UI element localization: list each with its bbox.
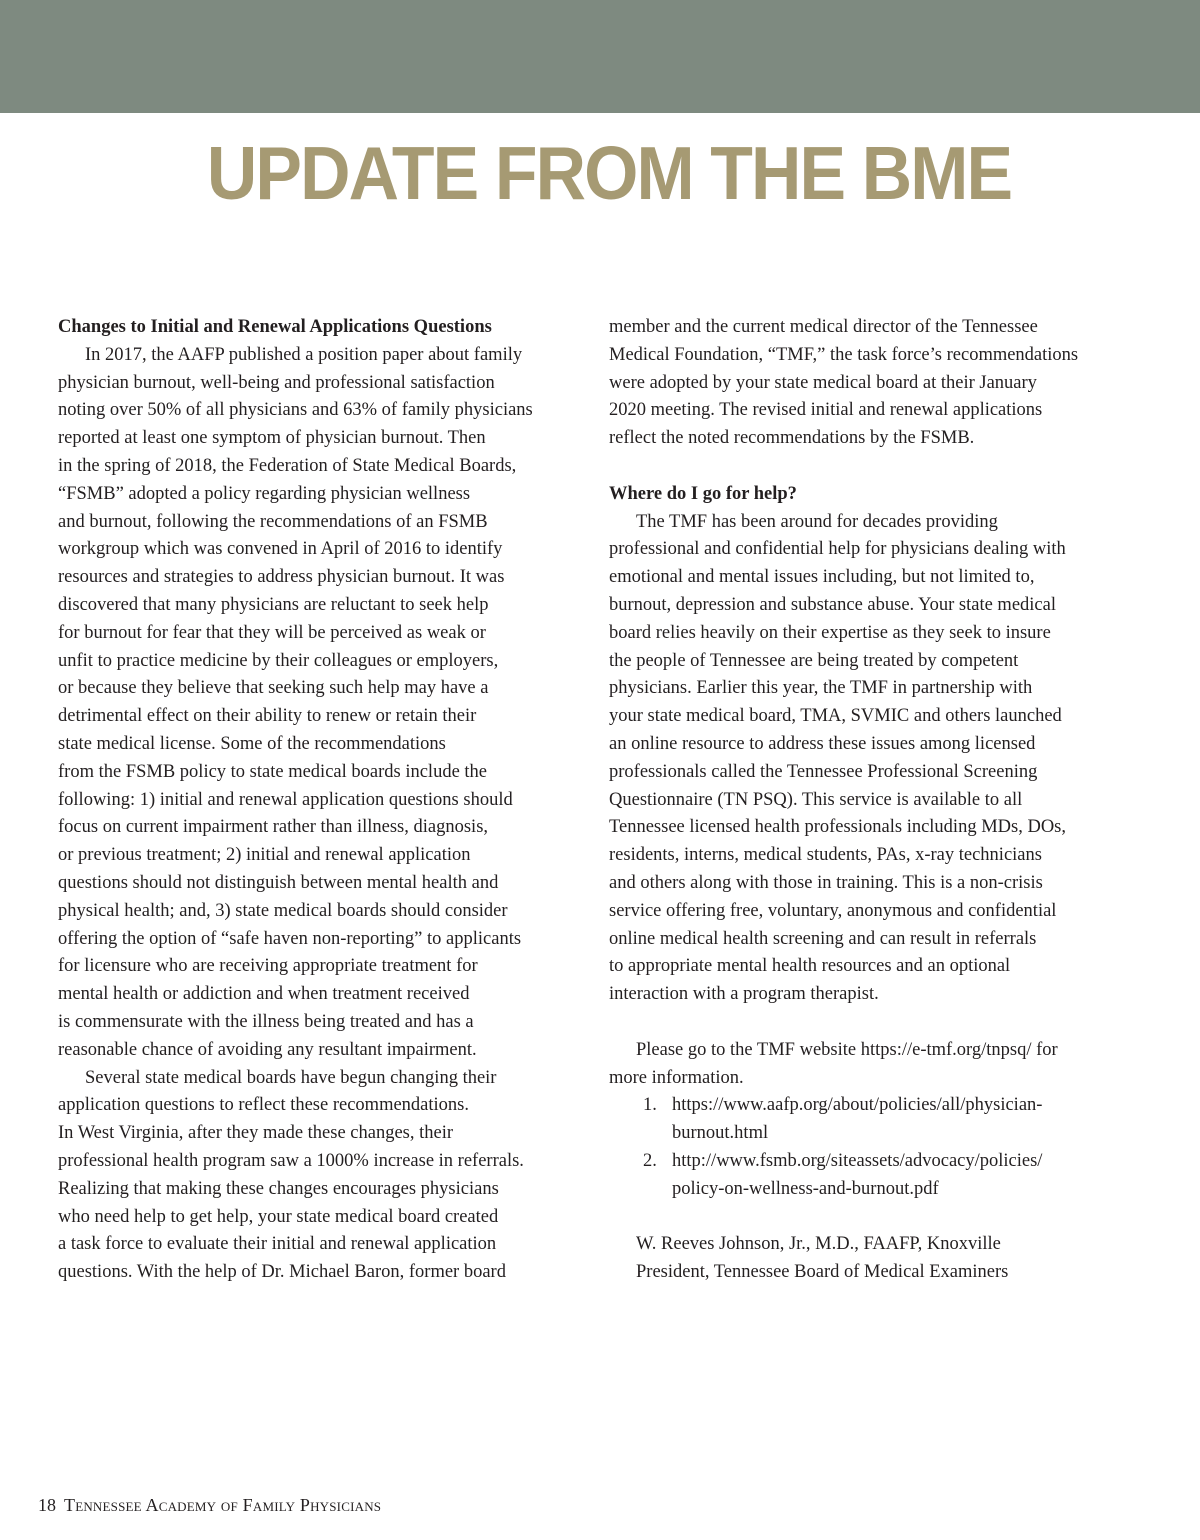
spacer [609, 1204, 1139, 1232]
reference-link[interactable]: http://www.fsmb.org/siteassets/advocacy/policies/ [672, 1150, 1043, 1171]
reference-link[interactable]: burnout.html [672, 1123, 769, 1144]
text-line: service offering free, voluntary, anonymous and confidential [609, 900, 1057, 921]
left-column [58, 314, 578, 1287]
text-line: The TMF has been around for decades providing [636, 511, 998, 532]
text-line: to appropriate mental health resources and an optional [609, 956, 1011, 977]
reference-number: 1. [643, 1095, 657, 1116]
text-line: “FSMB” adopted a policy regarding physician wellness [58, 483, 471, 504]
text-line: noting over 50% of all physicians and 63% of family physicians [58, 400, 533, 421]
text-line: member and the current medical director of the Tennessee [609, 317, 1038, 337]
text-line: residents, interns, medical students, PAs, x-ray technicians [609, 845, 1042, 866]
text-line: reported at least one symptom of physician burnout. Then [58, 428, 486, 449]
text-line: workgroup which was convened in April of 2016 to identify [58, 539, 503, 560]
section-heading-applications: Changes to Initial and Renewal Applications Questions [58, 317, 492, 337]
text-line: and burnout, following the recommendations of an FSMB [58, 511, 488, 532]
text-line: emotional and mental issues including, but not limited to, [609, 567, 1035, 588]
text-line: is commensurate with the illness being treated and has a [58, 1011, 474, 1032]
text-line: and others along with those in training. This is a non-crisis [609, 872, 1043, 893]
text-line: physicians. Earlier this year, the TMF in partnership with [609, 678, 1033, 699]
right-column [609, 314, 1139, 1287]
reference-item [609, 1148, 1139, 1204]
text-line: resources and strategies to address physician burnout. It was [58, 567, 505, 588]
paragraph-burnout-background [58, 342, 578, 1065]
text-line: unfit to practice medicine by their colleagues or employers, [58, 650, 499, 671]
spacer [609, 453, 1139, 481]
text-line: mental health or addiction and when treatment received [58, 984, 470, 1005]
page-footer [38, 1492, 381, 1518]
text-line: Please go to the TMF website https://e-tmf.org/tnpsq/ for [636, 1039, 1058, 1060]
text-line: for burnout for fear that they will be perceived as weak or [58, 622, 486, 643]
text-line: board relies heavily on their expertise as they seek to insure [609, 622, 1051, 643]
text-line: for licensure who are receiving appropriate treatment for [58, 956, 478, 977]
paragraph-tmf-help [609, 509, 1139, 1009]
text-line: online medical health screening and can result in referrals [609, 928, 1037, 949]
paragraph-continuation [609, 314, 1139, 453]
header-band [0, 0, 1200, 113]
text-line: who need help to get help, your state medical board created [58, 1206, 499, 1227]
text-line: from the FSMB policy to state medical boards include the [58, 761, 488, 782]
text-line: professional and confidential help for physicians dealing with [609, 539, 1066, 560]
signature-name: W. Reeves Johnson, Jr., M.D., FAAFP, Knoxville [636, 1234, 1001, 1255]
text-line: physical health; and, 3) state medical boards should consider [58, 900, 508, 921]
text-line: a task force to evaluate their initial and renewal application [58, 1234, 497, 1255]
text-line: Realizing that making these changes encourages physicians [58, 1178, 499, 1199]
text-line: interaction with a program therapist. [609, 984, 879, 1005]
spacer [609, 1009, 1139, 1037]
text-line: discovered that many physicians are reluctant to seek help [58, 594, 489, 615]
paragraph-state-boards [58, 1065, 578, 1287]
text-line: an online resource to address these issues among licensed [609, 733, 1036, 754]
text-line: Medical Foundation, “TMF,” the task force’s recommendations [609, 344, 1079, 365]
text-line: reasonable chance of avoiding any resultant impairment. [58, 1039, 477, 1060]
reference-link[interactable]: https://www.aafp.org/about/policies/all/physician- [672, 1095, 1043, 1116]
text-line: Several state medical boards have begun changing their [85, 1067, 497, 1088]
text-line: reflect the noted recommendations by the FSMB. [609, 428, 975, 449]
text-line: In West Virginia, after they made these changes, their [58, 1123, 454, 1144]
section-heading-help: Where do I go for help? [609, 483, 797, 504]
reference-item [609, 1092, 1139, 1148]
page-title: UPDATE FROM THE BME [206, 131, 1012, 215]
publication-name: Tennessee Academy of Family Physicians [64, 1495, 382, 1515]
text-line: more information. [609, 1067, 744, 1088]
text-line: following: 1) initial and renewal application questions should [58, 789, 513, 810]
text-line: Questionnaire (TN PSQ). This service is available to all [609, 789, 1023, 810]
text-line: questions. With the help of Dr. Michael Baron, former board [58, 1262, 506, 1283]
text-line: application questions to reflect these recommendations. [58, 1095, 469, 1116]
text-line: state medical license. Some of the recommendations [58, 733, 446, 754]
text-line: or previous treatment; 2) initial and renewal application [58, 845, 471, 866]
text-line: the people of Tennessee are being treated by competent [609, 650, 1019, 671]
text-line: focus on current impairment rather than illness, diagnosis, [58, 817, 489, 838]
text-line: detrimental effect on their ability to renew or retain their [58, 706, 477, 727]
page-number: 18 [38, 1495, 56, 1515]
paragraph-website-note [609, 1037, 1139, 1093]
text-line: In 2017, the AAFP published a position paper about family [85, 344, 523, 365]
text-line: were adopted by your state medical board at their January [609, 372, 1037, 393]
text-line: your state medical board, TMA, SVMIC and others launched [609, 706, 1062, 727]
text-line: Tennessee licensed health professionals including MDs, DOs, [609, 817, 1066, 838]
text-line: burnout, depression and substance abuse. Your state medical [609, 594, 1056, 615]
text-line: offering the option of “safe haven non-reporting” to applicants [58, 928, 522, 949]
text-line: or because they believe that seeking such help may have a [58, 678, 489, 699]
text-line: professional health program saw a 1000% increase in referrals. [58, 1150, 524, 1171]
text-line: professionals called the Tennessee Professional Screening [609, 761, 1038, 782]
text-line: in the spring of 2018, the Federation of State Medical Boards, [58, 455, 517, 476]
text-line: 2020 meeting. The revised initial and renewal applications [609, 400, 1043, 421]
signature-role: President, Tennessee Board of Medical Examiners [636, 1262, 1009, 1283]
reference-link[interactable]: policy-on-wellness-and-burnout.pdf [672, 1178, 939, 1199]
reference-number: 2. [643, 1150, 657, 1171]
text-line: questions should not distinguish between mental health and [58, 872, 499, 893]
reference-list [609, 1092, 1139, 1203]
signature-block [609, 1231, 1139, 1287]
text-line: physician burnout, well-being and professional satisfaction [58, 372, 495, 393]
